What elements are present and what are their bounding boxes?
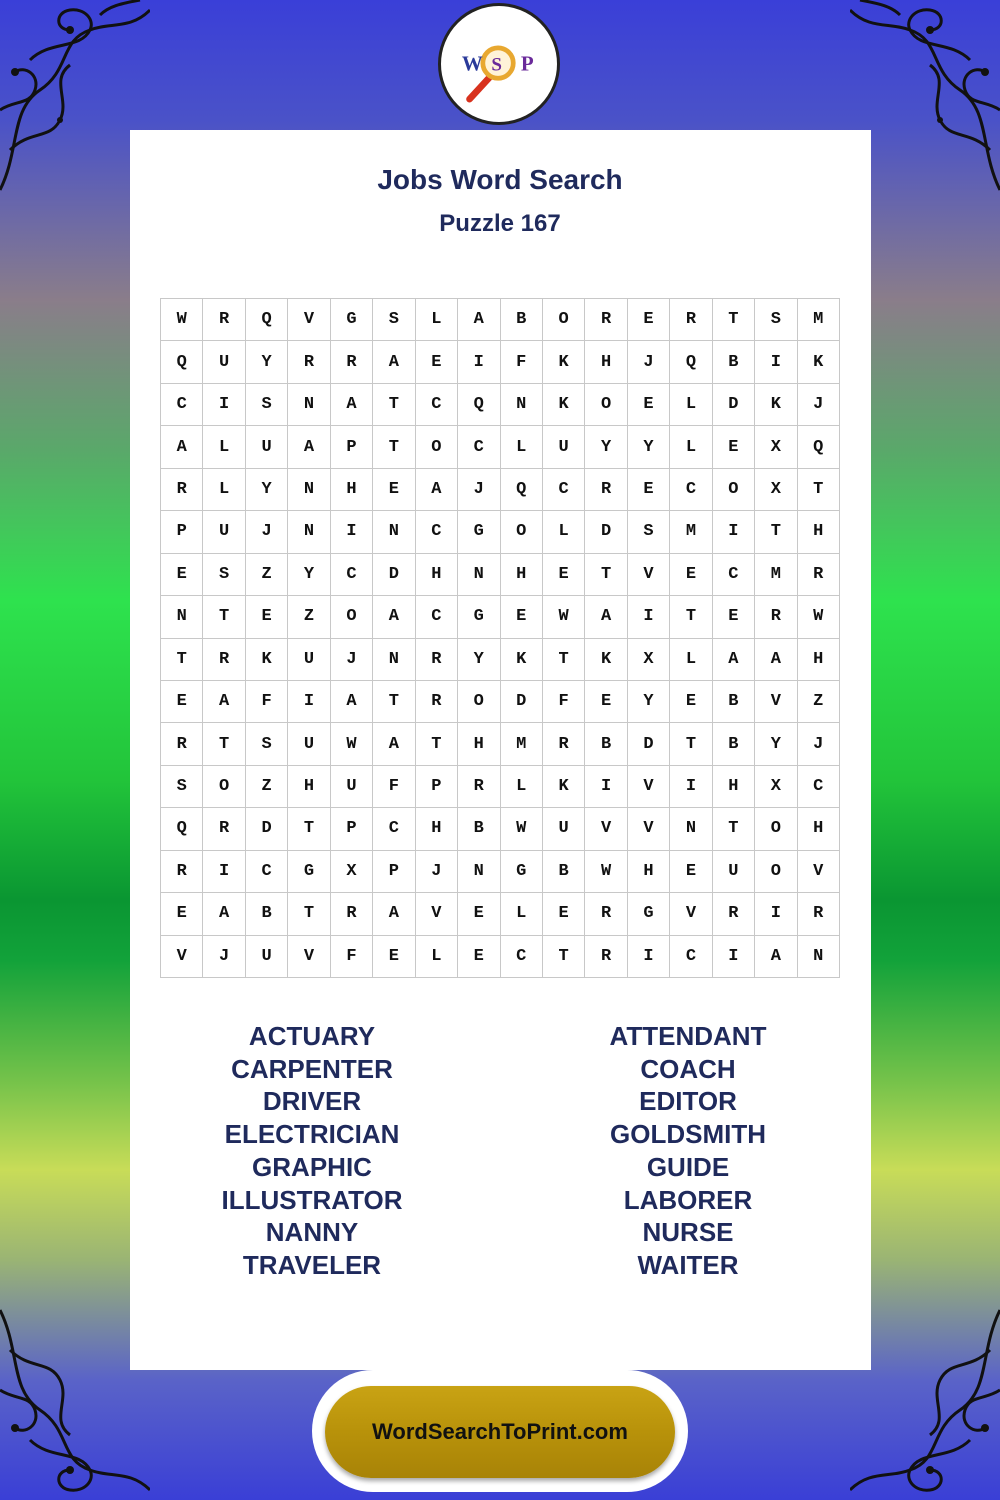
- grid-cell: T: [543, 639, 585, 681]
- grid-cell: T: [203, 723, 245, 765]
- grid-cell: T: [585, 554, 627, 596]
- word-list-item: CARPENTER: [231, 1053, 393, 1084]
- grid-cell: L: [416, 299, 458, 341]
- grid-cell: C: [543, 469, 585, 511]
- grid-cell: E: [585, 681, 627, 723]
- grid-cell: C: [416, 596, 458, 638]
- grid-cell: R: [331, 893, 373, 935]
- grid-cell: R: [416, 639, 458, 681]
- grid-cell: V: [161, 936, 203, 978]
- grid-cell: R: [203, 639, 245, 681]
- grid-cell: P: [373, 851, 415, 893]
- grid-cell: D: [628, 723, 670, 765]
- grid-cell: I: [755, 341, 797, 383]
- grid-cell: Y: [755, 723, 797, 765]
- grid-cell: H: [798, 808, 840, 850]
- ornament-corner-bottom-left: [0, 1300, 150, 1500]
- grid-cell: O: [501, 511, 543, 553]
- grid-cell: E: [416, 341, 458, 383]
- grid-cell: B: [713, 341, 755, 383]
- grid-cell: E: [670, 681, 712, 723]
- grid-cell: I: [458, 341, 500, 383]
- grid-cell: V: [628, 766, 670, 808]
- grid-cell: P: [161, 511, 203, 553]
- grid-cell: C: [416, 511, 458, 553]
- grid-cell: R: [798, 893, 840, 935]
- grid-cell: O: [755, 851, 797, 893]
- grid-cell: V: [288, 936, 330, 978]
- grid-cell: M: [755, 554, 797, 596]
- grid-cell: R: [161, 851, 203, 893]
- ornament-corner-bottom-right: [850, 1300, 1000, 1500]
- grid-cell: K: [543, 384, 585, 426]
- logo-letter-w: W: [461, 51, 483, 76]
- grid-cell: A: [373, 723, 415, 765]
- grid-cell: L: [501, 893, 543, 935]
- grid-cell: Q: [161, 808, 203, 850]
- grid-cell: H: [628, 851, 670, 893]
- grid-cell: H: [798, 511, 840, 553]
- grid-cell: J: [798, 723, 840, 765]
- grid-cell: W: [798, 596, 840, 638]
- grid-cell: C: [713, 554, 755, 596]
- word-list-item: NURSE: [642, 1217, 734, 1248]
- grid-cell: U: [543, 808, 585, 850]
- grid-cell: J: [628, 341, 670, 383]
- grid-cell: R: [670, 299, 712, 341]
- puzzle-number: Puzzle 167: [439, 210, 561, 237]
- grid-cell: V: [628, 808, 670, 850]
- grid-cell: A: [755, 936, 797, 978]
- grid-cell: C: [246, 851, 288, 893]
- grid-cell: Q: [798, 426, 840, 468]
- grid-cell: E: [628, 384, 670, 426]
- grid-cell: E: [161, 554, 203, 596]
- grid-cell: R: [713, 893, 755, 935]
- grid-cell: A: [713, 639, 755, 681]
- grid-cell: R: [585, 469, 627, 511]
- website-button[interactable]: [325, 1386, 675, 1478]
- grid-cell: L: [543, 511, 585, 553]
- grid-cell: J: [203, 936, 245, 978]
- grid-cell: M: [798, 299, 840, 341]
- grid-cell: F: [246, 681, 288, 723]
- grid-cell: F: [543, 681, 585, 723]
- letter-grid: [160, 298, 840, 978]
- grid-cell: N: [288, 511, 330, 553]
- grid-cell: L: [670, 426, 712, 468]
- grid-cell: T: [713, 299, 755, 341]
- grid-cell: K: [585, 639, 627, 681]
- grid-cell: T: [798, 469, 840, 511]
- grid-cell: S: [246, 384, 288, 426]
- grid-cell: K: [543, 766, 585, 808]
- grid-cell: E: [713, 596, 755, 638]
- grid-cell: D: [373, 554, 415, 596]
- grid-cell: A: [373, 893, 415, 935]
- grid-cell: Y: [246, 341, 288, 383]
- grid-cell: S: [203, 554, 245, 596]
- grid-cell: L: [670, 639, 712, 681]
- grid-cell: J: [246, 511, 288, 553]
- grid-cell: N: [288, 469, 330, 511]
- grid-cell: Z: [798, 681, 840, 723]
- grid-cell: N: [458, 554, 500, 596]
- grid-cell: C: [798, 766, 840, 808]
- grid-cell: O: [543, 299, 585, 341]
- grid-cell: R: [798, 554, 840, 596]
- grid-cell: S: [628, 511, 670, 553]
- grid-cell: U: [246, 426, 288, 468]
- grid-cell: C: [416, 384, 458, 426]
- grid-cell: R: [203, 808, 245, 850]
- grid-cell: L: [501, 766, 543, 808]
- grid-cell: W: [501, 808, 543, 850]
- grid-cell: W: [331, 723, 373, 765]
- grid-cell: G: [458, 511, 500, 553]
- grid-cell: Y: [585, 426, 627, 468]
- grid-cell: E: [670, 851, 712, 893]
- grid-cell: P: [416, 766, 458, 808]
- grid-cell: A: [373, 341, 415, 383]
- grid-cell: T: [373, 681, 415, 723]
- grid-cell: I: [585, 766, 627, 808]
- grid-cell: T: [755, 511, 797, 553]
- grid-cell: I: [713, 511, 755, 553]
- grid-cell: X: [755, 469, 797, 511]
- grid-cell: Q: [458, 384, 500, 426]
- grid-cell: W: [585, 851, 627, 893]
- grid-cell: S: [373, 299, 415, 341]
- grid-cell: I: [331, 511, 373, 553]
- grid-cell: G: [331, 299, 373, 341]
- grid-cell: N: [458, 851, 500, 893]
- grid-cell: X: [628, 639, 670, 681]
- grid-cell: Y: [628, 681, 670, 723]
- grid-cell: Q: [246, 299, 288, 341]
- grid-cell: G: [501, 851, 543, 893]
- grid-cell: O: [203, 766, 245, 808]
- grid-cell: N: [373, 511, 415, 553]
- grid-cell: H: [331, 469, 373, 511]
- grid-cell: I: [628, 596, 670, 638]
- grid-cell: C: [670, 936, 712, 978]
- grid-cell: O: [331, 596, 373, 638]
- grid-cell: E: [458, 936, 500, 978]
- grid-cell: E: [246, 596, 288, 638]
- grid-cell: X: [331, 851, 373, 893]
- grid-cell: D: [246, 808, 288, 850]
- grid-cell: N: [373, 639, 415, 681]
- word-list-item: ACTUARY: [248, 1021, 376, 1051]
- word-list-item: COACH: [640, 1053, 736, 1084]
- grid-cell: N: [288, 384, 330, 426]
- grid-cell: G: [628, 893, 670, 935]
- grid-cell: D: [501, 681, 543, 723]
- word-list-item: LABORER: [623, 1184, 753, 1215]
- grid-cell: R: [161, 723, 203, 765]
- grid-cell: L: [501, 426, 543, 468]
- grid-cell: H: [288, 766, 330, 808]
- grid-cell: Z: [246, 554, 288, 596]
- grid-cell: A: [331, 681, 373, 723]
- grid-cell: M: [670, 511, 712, 553]
- grid-cell: N: [161, 596, 203, 638]
- grid-cell: J: [798, 384, 840, 426]
- grid-cell: A: [203, 893, 245, 935]
- grid-cell: E: [501, 596, 543, 638]
- grid-cell: J: [458, 469, 500, 511]
- grid-cell: R: [585, 936, 627, 978]
- grid-cell: R: [416, 681, 458, 723]
- grid-cell: R: [458, 766, 500, 808]
- word-list-item: ELECTRICIAN: [224, 1119, 400, 1150]
- grid-cell: E: [628, 299, 670, 341]
- grid-cell: R: [161, 469, 203, 511]
- word-list-item: TRAVELER: [242, 1249, 382, 1280]
- grid-cell: T: [161, 639, 203, 681]
- grid-cell: V: [416, 893, 458, 935]
- word-list-left: [162, 1020, 462, 1282]
- grid-cell: B: [501, 299, 543, 341]
- grid-cell: T: [373, 426, 415, 468]
- grid-cell: F: [331, 936, 373, 978]
- grid-cell: T: [670, 596, 712, 638]
- grid-cell: A: [288, 426, 330, 468]
- grid-cell: E: [713, 426, 755, 468]
- grid-cell: V: [670, 893, 712, 935]
- grid-cell: J: [416, 851, 458, 893]
- wsp-logo[interactable]: [438, 3, 560, 125]
- grid-cell: C: [161, 384, 203, 426]
- grid-cell: V: [755, 681, 797, 723]
- grid-cell: T: [203, 596, 245, 638]
- grid-cell: Y: [458, 639, 500, 681]
- grid-cell: L: [670, 384, 712, 426]
- grid-cell: G: [458, 596, 500, 638]
- grid-cell: I: [713, 936, 755, 978]
- grid-cell: T: [543, 936, 585, 978]
- grid-cell: Y: [246, 469, 288, 511]
- grid-cell: U: [331, 766, 373, 808]
- grid-cell: R: [203, 299, 245, 341]
- grid-cell: C: [501, 936, 543, 978]
- grid-cell: K: [543, 341, 585, 383]
- grid-cell: E: [373, 936, 415, 978]
- grid-cell: S: [755, 299, 797, 341]
- word-list-item: EDITOR: [639, 1086, 737, 1117]
- grid-cell: K: [501, 639, 543, 681]
- grid-cell: E: [628, 469, 670, 511]
- grid-cell: H: [416, 808, 458, 850]
- grid-cell: C: [331, 554, 373, 596]
- grid-cell: U: [246, 936, 288, 978]
- grid-cell: Q: [161, 341, 203, 383]
- website-label: WordSearchToPrint.com: [372, 1419, 628, 1444]
- grid-cell: I: [288, 681, 330, 723]
- grid-cell: D: [585, 511, 627, 553]
- grid-cell: U: [288, 723, 330, 765]
- grid-cell: I: [755, 893, 797, 935]
- logo-letter-s: S: [491, 54, 502, 76]
- grid-cell: K: [246, 639, 288, 681]
- grid-cell: C: [458, 426, 500, 468]
- word-list-right: [538, 1020, 838, 1282]
- grid-cell: S: [246, 723, 288, 765]
- grid-cell: D: [713, 384, 755, 426]
- grid-cell: O: [585, 384, 627, 426]
- grid-cell: B: [713, 681, 755, 723]
- grid-cell: H: [416, 554, 458, 596]
- grid-cell: A: [161, 426, 203, 468]
- grid-cell: T: [373, 384, 415, 426]
- grid-cell: I: [203, 851, 245, 893]
- grid-cell: L: [416, 936, 458, 978]
- logo-letter-p: P: [520, 51, 534, 76]
- grid-cell: H: [585, 341, 627, 383]
- grid-cell: B: [543, 851, 585, 893]
- grid-cell: R: [585, 893, 627, 935]
- grid-cell: Z: [246, 766, 288, 808]
- grid-cell: A: [416, 469, 458, 511]
- grid-cell: B: [713, 723, 755, 765]
- grid-cell: F: [501, 341, 543, 383]
- grid-cell: V: [628, 554, 670, 596]
- grid-cell: Z: [288, 596, 330, 638]
- grid-cell: P: [331, 808, 373, 850]
- word-list-item: NANNY: [265, 1217, 359, 1248]
- grid-cell: B: [458, 808, 500, 850]
- grid-cell: K: [755, 384, 797, 426]
- grid-cell: H: [798, 639, 840, 681]
- grid-cell: R: [543, 723, 585, 765]
- grid-cell: B: [246, 893, 288, 935]
- grid-cell: A: [203, 681, 245, 723]
- grid-cell: F: [373, 766, 415, 808]
- grid-cell: O: [755, 808, 797, 850]
- grid-cell: A: [585, 596, 627, 638]
- grid-cell: T: [670, 723, 712, 765]
- grid-cell: I: [670, 766, 712, 808]
- word-list-item: GRAPHIC: [252, 1151, 372, 1182]
- grid-cell: V: [798, 851, 840, 893]
- grid-cell: H: [713, 766, 755, 808]
- grid-cell: Y: [288, 554, 330, 596]
- grid-cell: P: [331, 426, 373, 468]
- grid-cell: X: [755, 426, 797, 468]
- grid-cell: H: [501, 554, 543, 596]
- grid-cell: Q: [501, 469, 543, 511]
- grid-cell: T: [416, 723, 458, 765]
- grid-cell: E: [373, 469, 415, 511]
- grid-cell: U: [543, 426, 585, 468]
- grid-cell: Q: [670, 341, 712, 383]
- grid-cell: U: [288, 639, 330, 681]
- grid-cell: A: [373, 596, 415, 638]
- grid-cell: I: [203, 384, 245, 426]
- grid-cell: U: [203, 511, 245, 553]
- grid-cell: N: [798, 936, 840, 978]
- grid-cell: A: [331, 384, 373, 426]
- grid-cell: N: [501, 384, 543, 426]
- grid-cell: Y: [628, 426, 670, 468]
- grid-cell: T: [288, 893, 330, 935]
- grid-cell: L: [203, 469, 245, 511]
- grid-cell: K: [798, 341, 840, 383]
- grid-cell: A: [458, 299, 500, 341]
- grid-cell: O: [458, 681, 500, 723]
- grid-cell: B: [585, 723, 627, 765]
- grid-cell: O: [713, 469, 755, 511]
- grid-cell: R: [755, 596, 797, 638]
- grid-cell: E: [458, 893, 500, 935]
- grid-cell: E: [161, 893, 203, 935]
- grid-cell: O: [416, 426, 458, 468]
- grid-cell: L: [203, 426, 245, 468]
- grid-cell: E: [543, 554, 585, 596]
- grid-cell: C: [670, 469, 712, 511]
- grid-cell: N: [670, 808, 712, 850]
- grid-cell: E: [543, 893, 585, 935]
- grid-cell: I: [628, 936, 670, 978]
- grid-cell: G: [288, 851, 330, 893]
- grid-cell: W: [161, 299, 203, 341]
- grid-cell: E: [670, 554, 712, 596]
- word-list-item: ATTENDANT: [609, 1021, 767, 1051]
- grid-cell: R: [288, 341, 330, 383]
- puzzle-title: Jobs Word Search: [377, 164, 623, 195]
- grid-cell: V: [585, 808, 627, 850]
- grid-cell: C: [373, 808, 415, 850]
- grid-cell: A: [755, 639, 797, 681]
- word-list-item: WAITER: [637, 1249, 739, 1280]
- grid-cell: E: [161, 681, 203, 723]
- grid-cell: J: [331, 639, 373, 681]
- word-list-item: GUIDE: [646, 1151, 730, 1182]
- word-list-item: ILLUSTRATOR: [221, 1184, 403, 1215]
- grid-cell: T: [288, 808, 330, 850]
- grid-cell: W: [543, 596, 585, 638]
- grid-cell: S: [161, 766, 203, 808]
- grid-cell: R: [331, 341, 373, 383]
- grid-cell: H: [458, 723, 500, 765]
- word-list-item: GOLDSMITH: [610, 1119, 766, 1150]
- grid-cell: U: [713, 851, 755, 893]
- grid-cell: T: [713, 808, 755, 850]
- grid-cell: R: [585, 299, 627, 341]
- grid-cell: U: [203, 341, 245, 383]
- grid-cell: X: [755, 766, 797, 808]
- grid-cell: M: [501, 723, 543, 765]
- word-list-item: DRIVER: [262, 1086, 362, 1117]
- grid-cell: V: [288, 299, 330, 341]
